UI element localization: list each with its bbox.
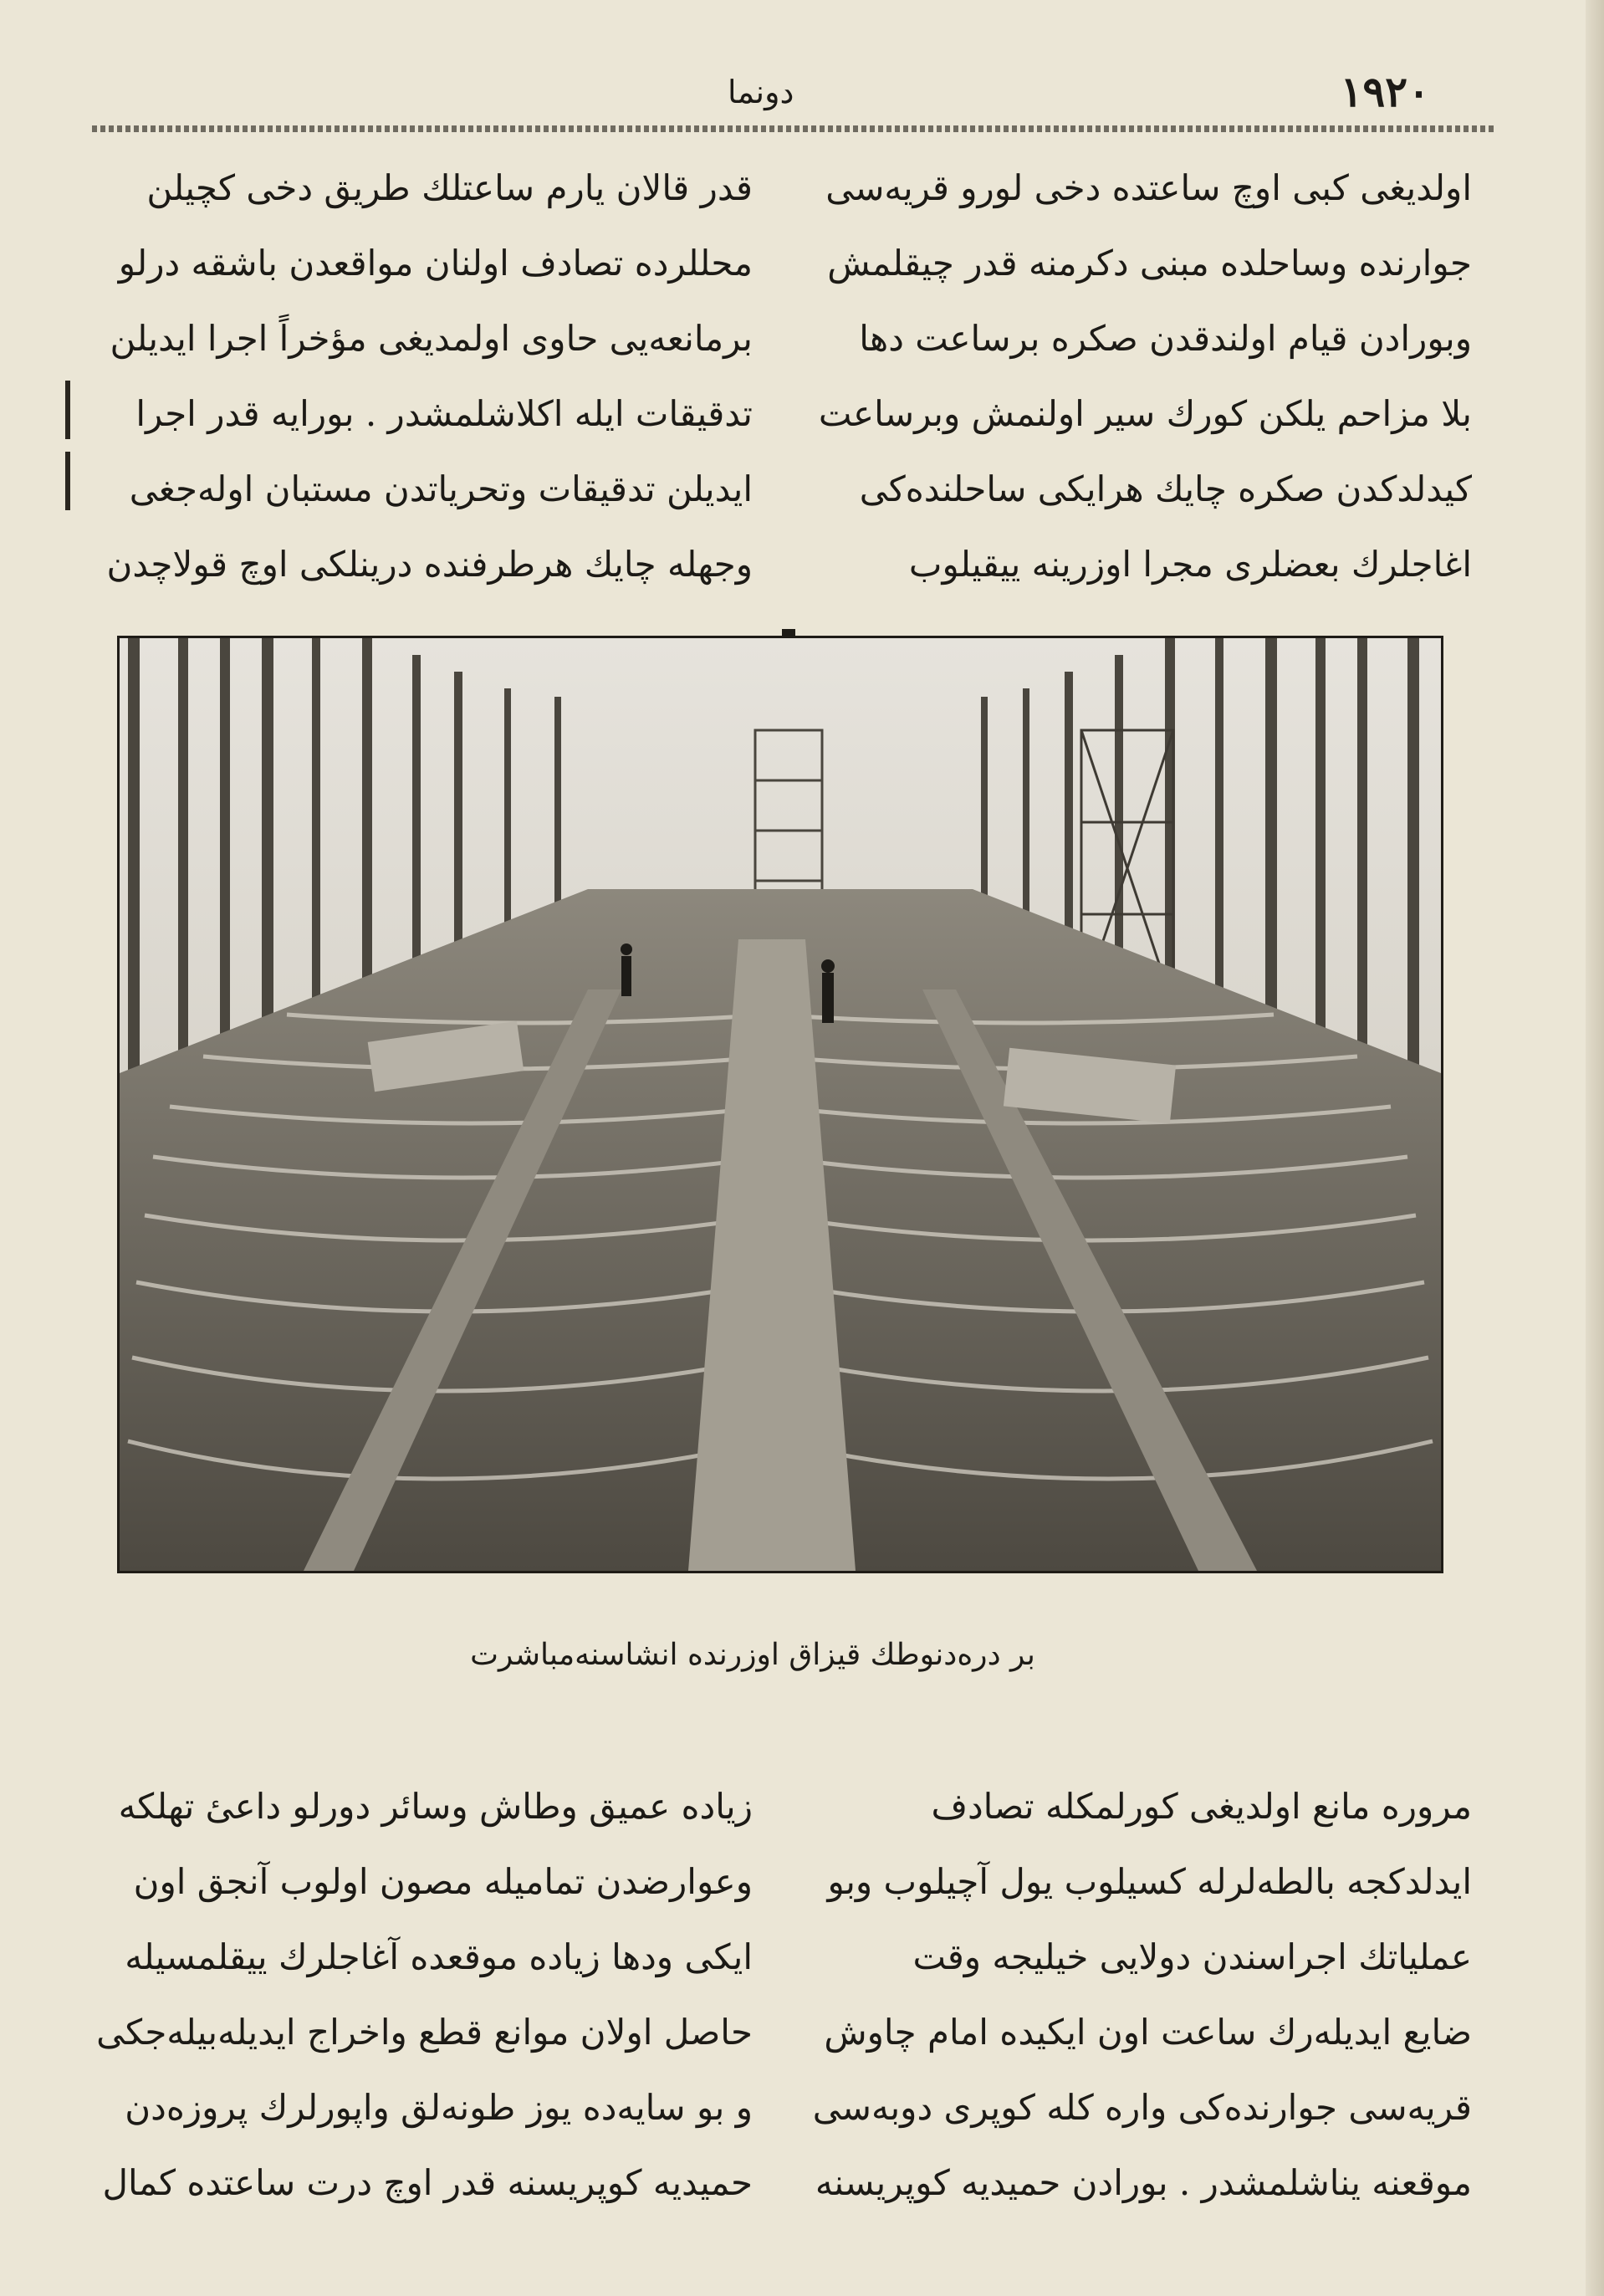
page-header: [92, 67, 1497, 134]
text-column-top-right: [811, 151, 1472, 602]
margin-mark: [65, 381, 70, 439]
page-number: ١٩٢٠: [1340, 67, 1430, 116]
text-line: حاصل اولان موانع قطع واخراج ایدیله‌بیله‌جکی: [96, 2012, 753, 2053]
text-line: قریه‌سی جوارنده‌کی واره کله کوپری دوبه‌سی: [812, 2087, 1472, 2128]
running-title: دونما: [728, 74, 794, 110]
text-line: اغاجلرك بعضلری مجرا اوزرینه ییقیلوب: [908, 544, 1472, 585]
text-line: جوارنده وساحلده مبنی دکرمنه قدر چیقلمش: [827, 243, 1472, 284]
text-column-bottom-left: [92, 1769, 753, 2221]
text-line: ضایع ایدیله‌رك ساعت اون ایکیده امام چاوش: [824, 2012, 1472, 2053]
text-line: اولدیغی کبی اوچ ساعتده دخی لورو قریه‌سی: [825, 167, 1472, 208]
text-line: تدقیقات ایله اکلاشلمشدر . بورایه قدر اجرا: [135, 393, 753, 434]
text-line: وبورادن قیام اولندقدن صکره برساعت دها: [859, 318, 1472, 359]
text-line: زیاده عمیق وطاش وسائر دورلو داعیٔ تهلکه: [118, 1786, 753, 1827]
page-edge: [1586, 0, 1604, 2296]
text-column-bottom-right: [811, 1769, 1472, 2221]
text-line: ایدلدکجه بالطه‌لرله کسیلوب یول آچیلوب وبو: [827, 1861, 1472, 1902]
margin-mark: [65, 452, 70, 510]
text-line: وعوارضدن تماميله مصون اولوب آنجق اون: [133, 1861, 753, 1902]
text-line: قدر قالان یارم ساعتلك طریق دخی کچیلن: [146, 167, 753, 208]
text-line: عملیاتك اجراسندن دولایی خیلیجه وقت: [912, 1936, 1472, 1977]
text-line: کیدلدکدن صکره چایك هرایکی ساحلنده‌کی: [859, 468, 1472, 509]
text-column-top-left: [92, 151, 753, 602]
text-line: وجهله چایك هرطرفنده درینلکی اوچ قولاچدن: [106, 544, 753, 585]
header-rule: [92, 125, 1497, 132]
photo-plate: [117, 636, 1443, 1573]
text-line: ایکی ودها زیاده موقعده آغاجلرك ییقلمسیله: [125, 1936, 753, 1977]
text-line: موقعنه یناشلمشدر . بورادن حمیدیه کوپریسنه: [815, 2162, 1472, 2203]
text-line: حمیدیه کوپریسنه قدر اوچ درت ساعتده کمال: [102, 2162, 753, 2203]
text-line: محللرده تصادف اولنان مواقعدن باشقه درلو: [118, 243, 753, 284]
text-line: ایدیلن تدقیقات وتحریاتدن مستبان اوله‌جغی: [129, 468, 753, 509]
text-line: برمانعه‌یی حاوی اولمدیغی مؤخراً اجرا ایدیلن: [110, 318, 753, 359]
text-line: بلا مزاحم یلکن کورك سیر اولنمش وبرساعت: [818, 393, 1472, 434]
figure-caption: بر دره‌دنوطك قیزاق اوزرنده انشاسنه‌مباشرت: [470, 1638, 1035, 1672]
shipyard-photo: [120, 638, 1441, 1571]
text-line: و بو سایه‌ده یوز طونه‌لق واپورلرك پروزه‌دن: [125, 2087, 753, 2128]
text-line: مروره مانع اولدیغی کورلمکله تصادف: [931, 1786, 1472, 1827]
